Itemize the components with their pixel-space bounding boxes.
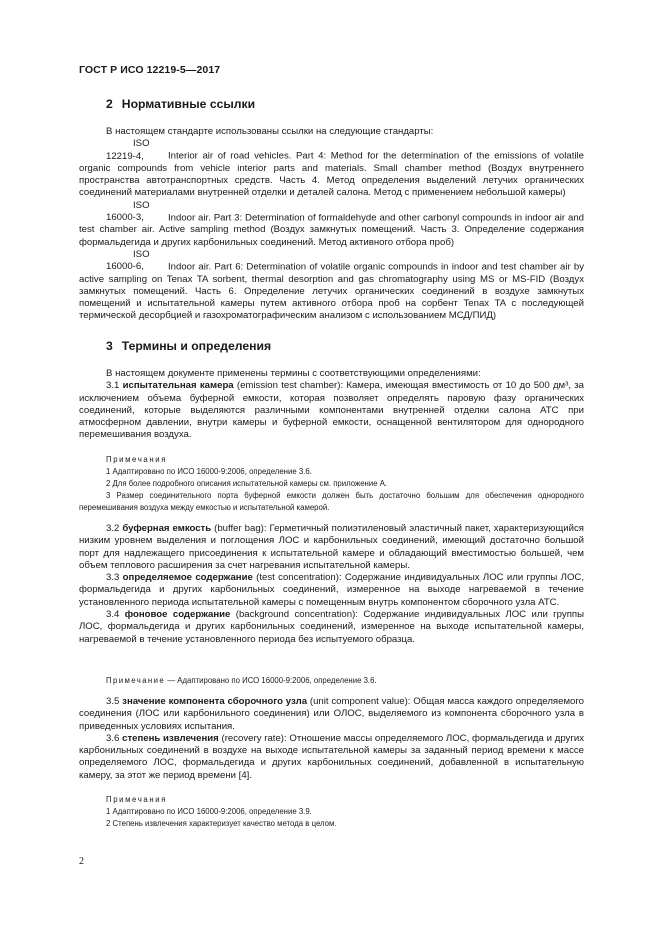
section-3-number: 3	[106, 339, 113, 353]
section-3-part-2	[79, 523, 584, 646]
notes-title: Примечания	[106, 455, 168, 464]
reference-text: Indoor air. Part 6: Determination of volatile organic compounds in indoor and test chamber air by active sampling on Tenax TA sorbent, thermal desorption and gas chromatography using MS or MS-FID (Воздух замкнутых помещений. Часть 6. Определение летучих органических соединений в воздухе замкнутых помещений и испытательной камеры путем активного отбора проб на сорбент Tenax TA с последующей термической десорбцией и газохроматографическим анализом с использованием МСД/ПИД)	[79, 261, 584, 322]
document-header: ГОСТ Р ИСО 12219-5—2017	[79, 64, 221, 76]
reference-item	[79, 200, 584, 249]
term-name: фоновое содержание	[124, 609, 231, 621]
term-number: 3.1	[106, 380, 120, 392]
notes-3-1	[79, 454, 584, 514]
term-definition: (unit component value): Общая масса каждого определяемого соединения (ЛОС или карбонильного соединения) или ОЛОС, выделяемого из компонента сборочного узла в приведенных условиях испытания.	[79, 696, 584, 732]
note-text: — Адаптировано по ИСО 16000-9:2006, определение 3.6.	[167, 676, 377, 685]
reference-id: ISO 16000-3,	[106, 199, 150, 224]
reference-id: ISO 12219-4,	[106, 138, 150, 162]
term-entry	[79, 609, 584, 646]
note-item: 1 Адаптировано по ИСО 16000-9:2006, определение 3.6.	[106, 467, 312, 477]
term-number: 3.4	[106, 609, 120, 621]
term-definition: (background concentration): Содержание индивидуальных ЛОС или группы ЛОС, формальдегида и других карбонильных соединений, измеренное на выходе испытательной камеры, нагреваемой в течение установленного периода без испытуемого образца.	[79, 609, 584, 645]
term-name: степень извлечения	[122, 732, 219, 744]
term-number: 3.2	[106, 523, 120, 534]
notes-title: Примечания	[106, 795, 168, 804]
section-3-title: Термины и определения	[121, 339, 272, 353]
term-definition: (buffer bag): Герметичный полиэтиленовый эластичный пакет, характеризующийся низким уровнем выделения и поглощения ЛОС и карбонильных соединений, имеющий достаточно большой порт для надлежащего присоединения к испытательной камере и обладающий вместимостью большей, чем объем теплового расширения за счет нагревания испытательной камеры.	[79, 523, 584, 571]
term-name: буферная емкость	[122, 523, 212, 534]
term-name: значение компонента сборочного узла	[122, 696, 308, 707]
term-entry	[79, 696, 584, 733]
section-3-part-3	[79, 696, 584, 782]
reference-text: Interior air of road vehicles. Part 4: Method for the determination of the emissions of volatile organic compounds from vehicle interior parts and materials. Small chamber method (Воздух внутреннего пространства автотранспортных средств. Часть 4. Метод определения выделений летучих органических соединений материалами внутренней отделки и деталей салона. Метод с применением небольшой камеры)	[79, 150, 584, 199]
term-definition: (test concentration): Содержание индивидуальных ЛОС или группы ЛОС, формальдегида и других карбонильных соединений, измеренное на выходе нагреваемой в течение установленного периода испытательной камеры с помещенным внутрь компонентом сборочного узла АТС.	[79, 572, 584, 608]
term-number: 3.5	[106, 696, 120, 707]
section-2-title: Нормативные ссылки	[121, 97, 256, 111]
section-2-number: 2	[106, 97, 113, 111]
notes-3-6	[79, 794, 584, 830]
term-number: 3.3	[106, 572, 120, 584]
note-label: Примечание	[106, 676, 166, 685]
page-number: 2	[79, 856, 84, 867]
reference-id: ISO 16000-6,	[106, 248, 150, 273]
section-2-heading	[106, 97, 255, 111]
term-entry	[79, 523, 584, 572]
note-3-4	[106, 675, 584, 687]
section-3-intro: В настоящем документе применены термины с соответствующими определениями:	[106, 368, 481, 379]
term-entry	[79, 733, 584, 782]
section-3-part-1	[79, 368, 584, 442]
term-entry	[79, 380, 584, 441]
term-definition: (emission test chamber): Камера, имеющая вместимость от 10 до 500 дм³, за исключением объема буферной емкости, которая позволяет определять паровую фазу органических соединений, которые выделяются различными компонентами внутренней отделки салона АТС при атмосферном давлении, внутри камеры и буферной емкости, оснащенной вентилятором для однородного перемешивания воздуха.	[79, 380, 584, 441]
reference-text: Indoor air. Part 3: Determination of formaldehyde and other carbonyl compounds in indoor air and test chamber air. Active sampling method (Воздух замкнутых помещений. Часть 3. Определение содержания формальдегида и других карбонильных соединений. Метод активного отбора проб)	[79, 212, 584, 248]
term-entry	[79, 572, 584, 609]
reference-item	[79, 138, 584, 199]
section-3-heading	[106, 339, 271, 353]
term-number: 3.6	[106, 732, 120, 744]
term-definition: (recovery rate): Отношение массы определяемого ЛОС, формальдегида и других карбонильных соединений в воздухе на выходе испытательной камеры за заданный период времени к массе определяемого ЛОС, формальдегида и других карбонильных соединений, добавленной в испытательную камеру, за этот же период времени [4].	[79, 732, 584, 781]
note-item: 2 Для более подробного описания испытательной камеры см. приложение А.	[106, 479, 388, 489]
note-item: 2 Степень извлечения характеризует качество метода в целом.	[106, 819, 337, 829]
term-name: определяемое содержание	[122, 572, 253, 584]
section-2-body	[79, 126, 584, 323]
section-2-intro: В настоящем стандарте использованы ссылки на следующие стандарты:	[106, 126, 434, 137]
term-name: испытательная камера	[122, 380, 234, 392]
note-item: 1 Адаптировано по ИСО 16000-9:2006, определение 3.9.	[106, 807, 312, 817]
note-item: 3 Размер соединительного порта буферной емкости должен быть достаточно большим для обеспечения однородного перемешивания воздуха между емкостью и испытательной камерой.	[79, 491, 584, 513]
reference-item	[79, 249, 584, 323]
